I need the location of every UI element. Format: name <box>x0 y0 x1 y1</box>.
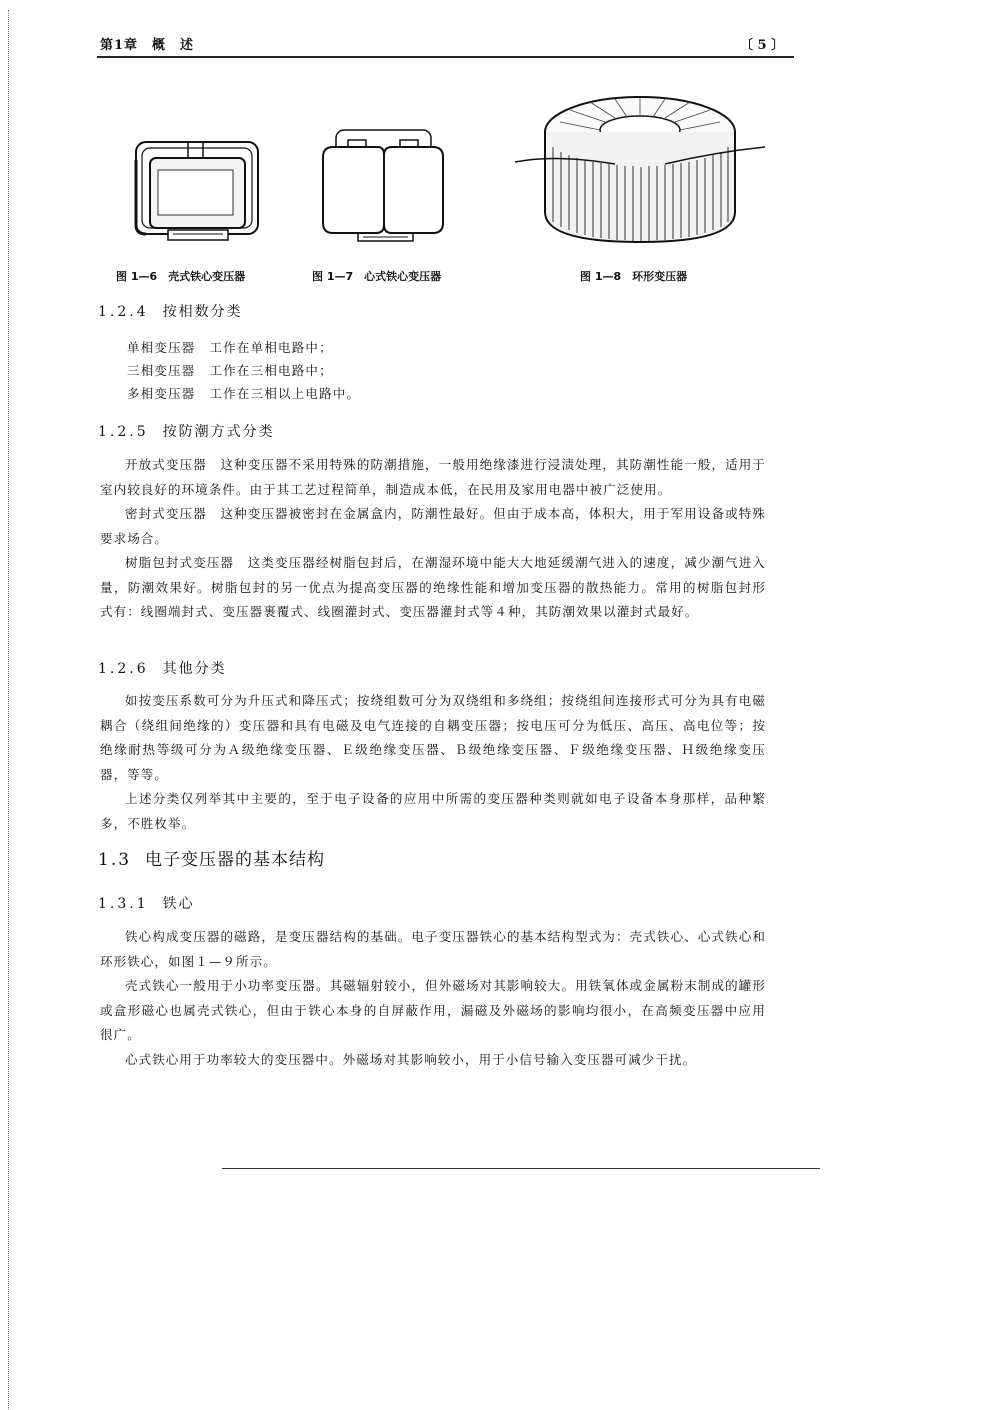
paragraph: 密封式变压器 这种变压器被密封在金属盒内，防潮性最好。但由于成本高，体积大，用于军用设备或特殊要求场合。 <box>100 506 766 546</box>
section-number: 1.3.1 <box>98 896 149 912</box>
toroidal-transformer-icon <box>515 92 775 252</box>
section-heading <box>98 658 227 678</box>
section-heading <box>98 893 195 913</box>
list-desc: 工作在三相电路中； <box>209 363 333 378</box>
section-body <box>100 689 766 836</box>
section-number: 1.2.5 <box>98 424 149 440</box>
figure-caption: 图 1—6 壳式铁心变压器 <box>116 270 246 283</box>
figure-caption: 图 1—7 心式铁心变压器 <box>312 270 442 283</box>
shell-core-transformer-icon <box>128 130 268 245</box>
paragraph: 心式铁心用于功率较大的变压器中。外磁场对其影响较小，用于小信号输入变压器可减少干扰。 <box>125 1051 697 1067</box>
page-number: 〔 5 〕 <box>740 38 785 53</box>
paragraph: 上述分类仅列举其中主要的，至于电子设备的应用中所需的变压器种类则就如电子设备本身那样，品种繁多，不胜枚举。 <box>100 791 766 831</box>
list-item <box>127 338 333 356</box>
list-item <box>127 361 333 379</box>
list-term: 单相变压器 <box>127 340 196 355</box>
list-desc: 工作在单相电路中； <box>209 340 333 355</box>
section-title: 按相数分类 <box>162 304 243 320</box>
scan-margin-line <box>8 10 10 1410</box>
section-title: 电子变压器的基本结构 <box>145 850 326 870</box>
section-body <box>100 925 766 1072</box>
section-heading <box>98 421 275 441</box>
list-desc: 工作在三相以上电路中。 <box>209 386 361 401</box>
section-number: 1.3 <box>98 850 132 870</box>
paragraph: 树脂包封式变压器 这类变压器经树脂包封后，在潮湿环境中能大大地延缓潮气进入的速度，减少潮气进入量，防潮效果好。树脂包封的另一优点为提高变压器的绝缘性能和增加变压器的散热能力。常用的树脂包封形式有：线圈端封式、变压器裹覆式、线圈灌封式、变压器灌封式等４种，其防潮效果以灌封式最好。 <box>100 555 766 619</box>
paragraph: 开放式变压器 这种变压器不采用特殊的防潮措施，一般用绝缘漆进行浸渍处理，其防潮性能一般，适用于室内较良好的环境条件。由于其工艺过程简单，制造成本低，在民用及家用电器中被广泛使用。 <box>100 457 766 497</box>
list-term: 多相变压器 <box>127 386 196 401</box>
section-number: 1.2.4 <box>98 304 149 320</box>
header-rule <box>97 56 794 58</box>
section-body <box>100 453 766 625</box>
list-item <box>127 384 360 402</box>
chapter-section-heading <box>98 845 325 870</box>
section-title: 铁心 <box>162 896 195 912</box>
section-title: 按防潮方式分类 <box>162 424 275 440</box>
footer-rule <box>222 1168 820 1169</box>
paragraph: 如按变压系数可分为升压式和降压式；按绕组数可分为双绕组和多绕组；按绕组间连接形式可分为具有电磁耦合（绕组间绝缘的）变压器和具有电磁及电气连接的自耦变压器；按电压可分为低压、高压、高电位等；按绝缘耐热等级可分为Ａ级绝缘变压器、Ｅ级绝缘变压器、Ｂ级绝缘变压器、Ｆ级绝缘变压器、Ｈ级绝缘变压器，等等。 <box>100 693 766 782</box>
section-title: 其他分类 <box>162 661 227 677</box>
section-number: 1.2.6 <box>98 661 149 677</box>
core-type-transformer-icon <box>318 125 448 245</box>
paragraph: 壳式铁心一般用于小功率变压器。其磁辐射较小，但外磁场对其影响较大。用铁氧体或金属粉末制成的罐形或盒形磁心也属壳式铁心，但由于铁心本身的自屏蔽作用，漏磁及外磁场的影响均很小，在高频变压器中应用很广。 <box>100 978 766 1042</box>
list-term: 三相变压器 <box>127 363 196 378</box>
chapter-header: 第1章 概 述 <box>100 38 195 53</box>
section-heading <box>98 301 243 321</box>
figure-caption: 图 1—8 环形变压器 <box>580 270 688 283</box>
paragraph: 铁心构成变压器的磁路，是变压器结构的基础。电子变压器铁心的基本结构型式为：壳式铁心、心式铁心和环形铁心，如图１—９所示。 <box>100 929 766 969</box>
